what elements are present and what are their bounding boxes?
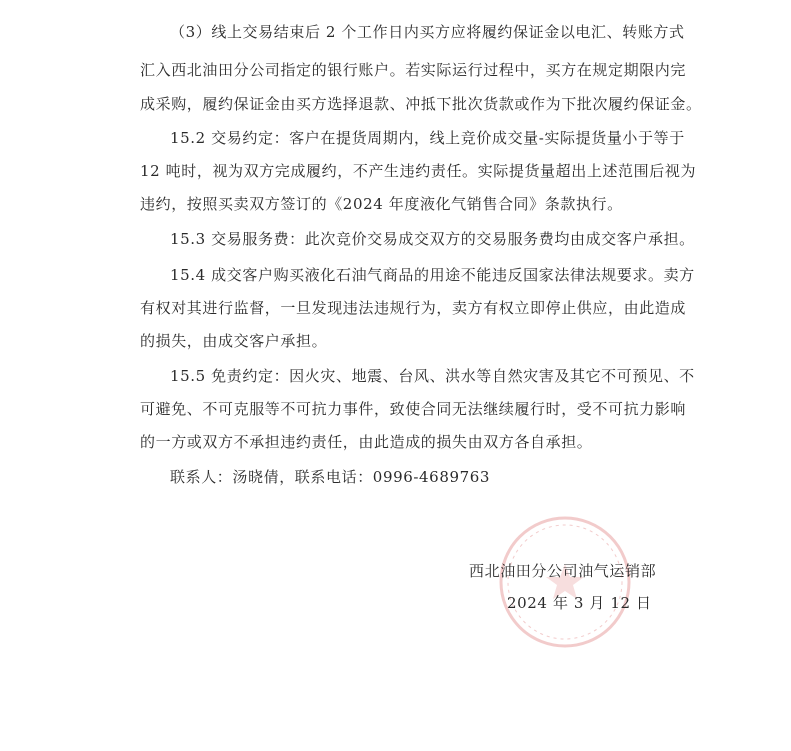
paragraph-line: 15.5 免责约定：因火灾、地震、台风、洪水等自然灾害及其它不可预见、不	[170, 367, 695, 385]
contact-line: 联系人：汤晓倩，联系电话：0996-4689763	[170, 468, 491, 486]
official-seal-stamp	[495, 512, 635, 652]
paragraph-line: （3）线上交易结束后 2 个工作日内买方应将履约保证金以电汇、转账方式	[170, 23, 685, 41]
paragraph-line: 汇入西北油田分公司指定的银行账户。若实际运行过程中，买方在规定期限内完	[140, 61, 687, 79]
paragraph-line: 15.4 成交客户购买液化石油气商品的用途不能违反国家法律法规要求。卖方	[170, 266, 695, 284]
paragraph-line: 15.3 交易服务费：此次竞价交易成交双方的交易服务费均由成交客户承担。	[170, 230, 695, 248]
paragraph-line: 有权对其进行监督，一旦发现违法违规行为，卖方有权立即停止供应，由此造成	[140, 299, 687, 317]
signature-date: 2024 年 3 月 12 日	[507, 594, 652, 612]
paragraph-line: 的损失，由成交客户承担。	[140, 332, 328, 350]
paragraph-line: 成采购，履约保证金由买方选择退款、冲抵下批次货款或作为下批次履约保证金。	[140, 95, 702, 113]
paragraph-line: 的一方或双方不承担违约责任，由此造成的损失由双方各自承担。	[140, 433, 593, 451]
paragraph-line: 违约，按照买卖双方签订的《2024 年度液化气销售合同》条款执行。	[140, 195, 623, 213]
paragraph-line: 15.2 交易约定：客户在提货周期内，线上竞价成交量-实际提货量小于等于	[170, 129, 685, 147]
signature-org: 西北油田分公司油气运销部	[469, 562, 657, 580]
paragraph-line: 可避免、不可克服等不可抗力事件，致使合同无法继续履行时，受不可抗力影响	[140, 400, 687, 418]
paragraph-line: 12 吨时，视为双方完成履约，不产生违约责任。实际提货量超出上述范围后视为	[140, 162, 697, 180]
